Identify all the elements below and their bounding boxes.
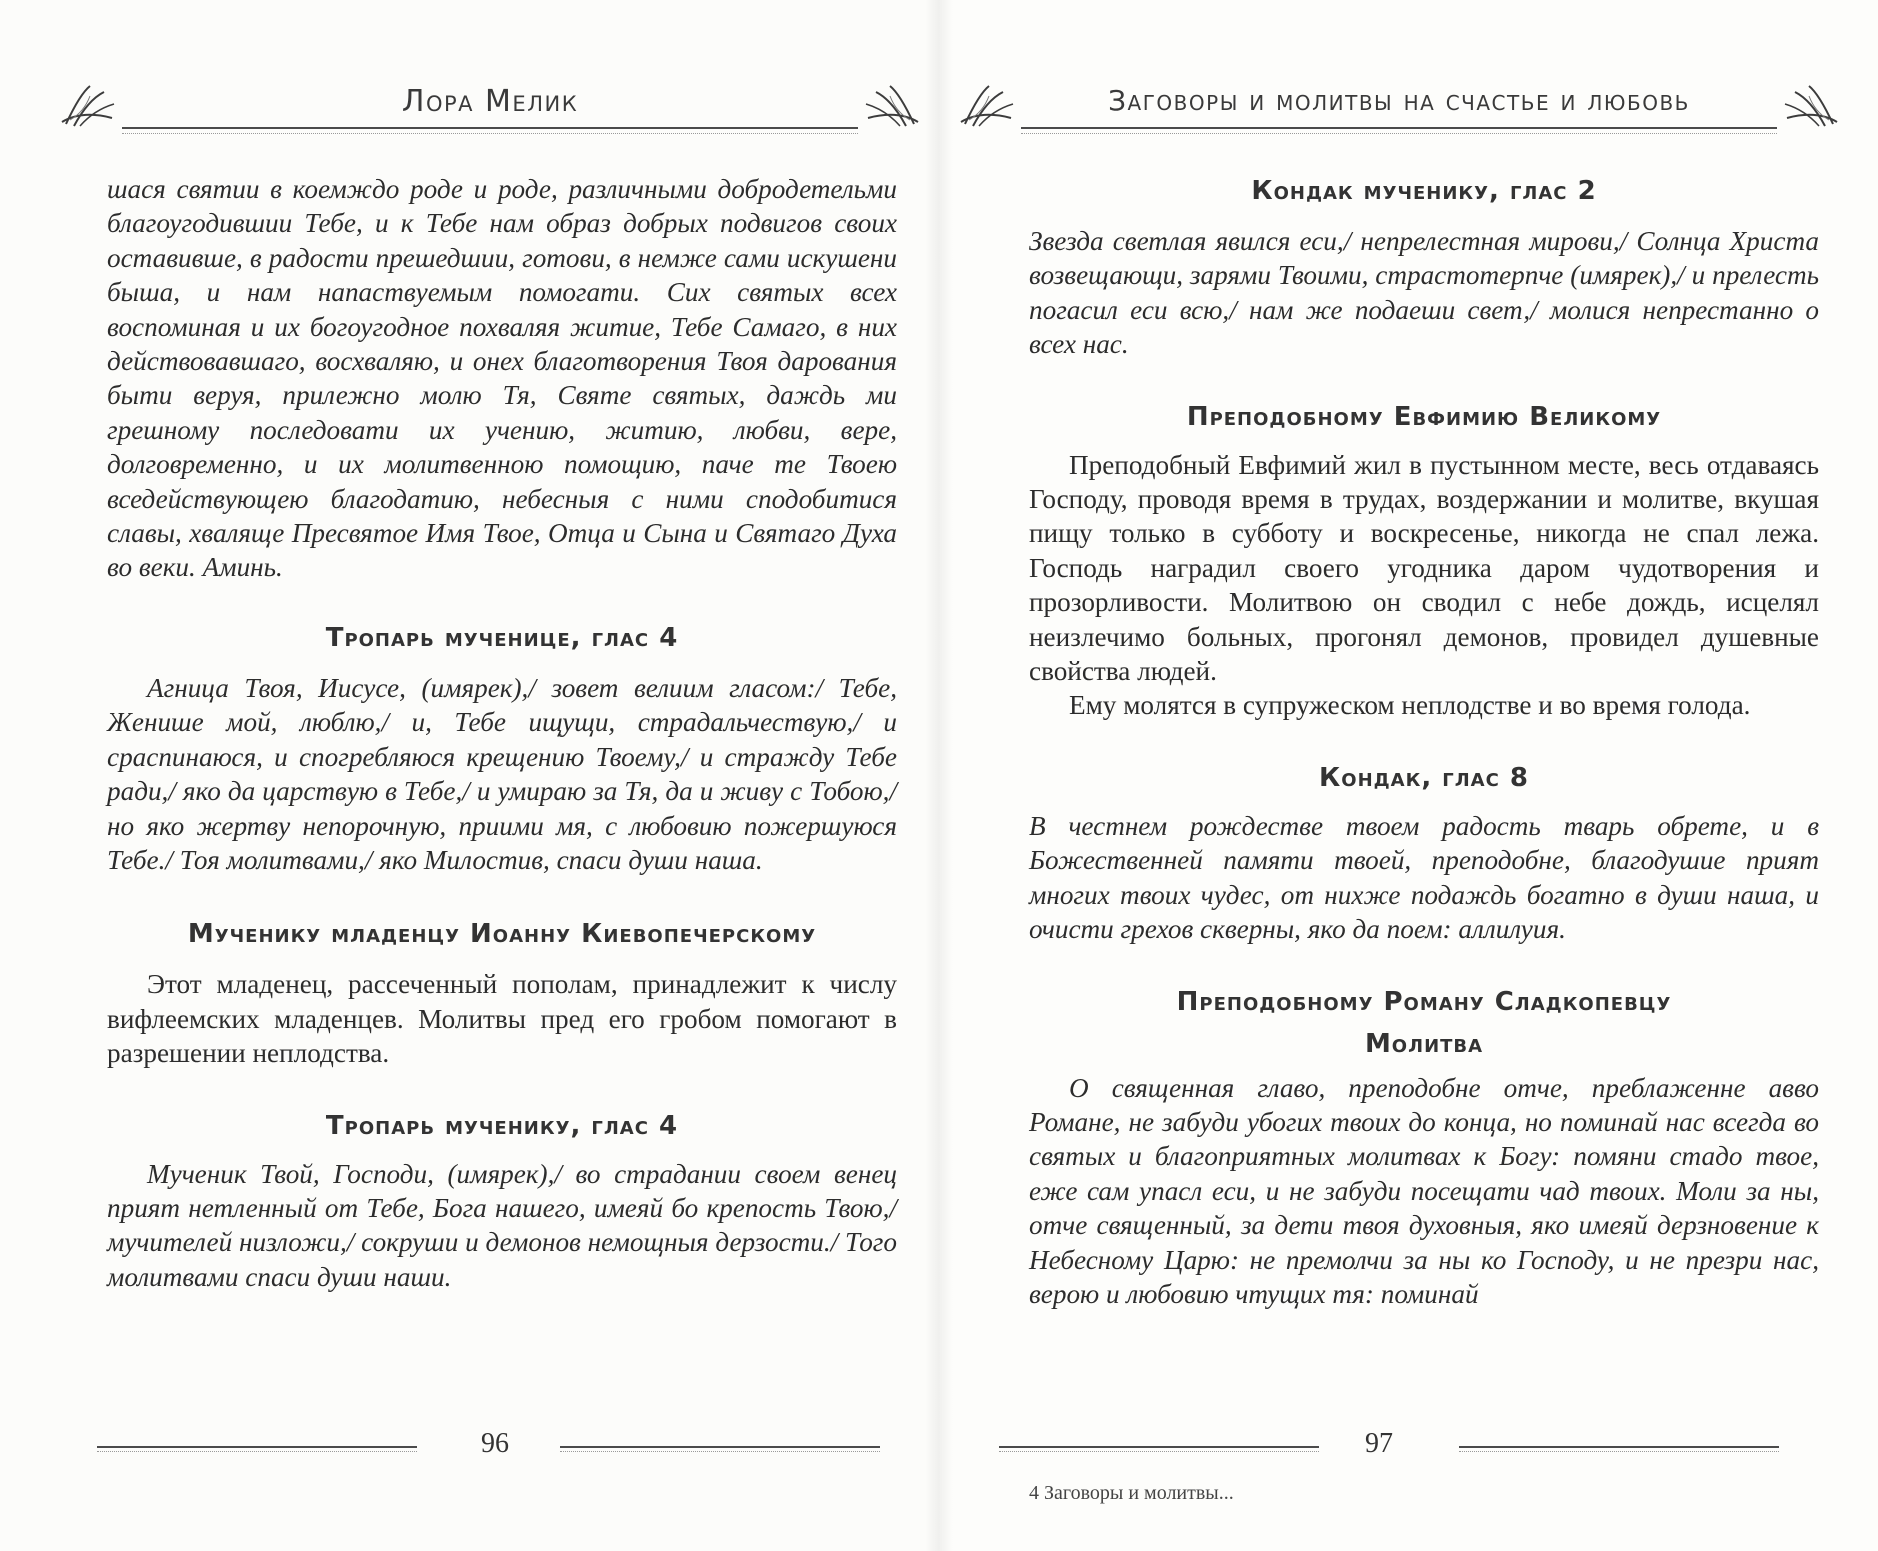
prayer-paragraph: О священная главо, преподобне отче, преблаженне авво Романе, не забуди убогих твоих до конца, но поминай нас всегда во святых и благоприятных молитвах к Богу: помяни стадо твое, еже сам упасл еси, и не забуди посещати чад твоих. Моли за ны, отче священный, за дети твоя духовныя, яко имеяй дерзновение к Небесному Царю: не премолчи за ны ко Господу, и не презри нас, верою и любовию чтущих тя: поминай — [1029, 1072, 1819, 1309]
ornament-icon — [862, 82, 920, 132]
left-text-column — [107, 166, 897, 1294]
left-footer — [0, 1428, 939, 1468]
left-running-header — [60, 78, 920, 138]
footer-rule — [1459, 1446, 1779, 1452]
section-heading: Преподобному Евфимию Великому — [1186, 401, 1662, 432]
ornament-icon — [60, 82, 118, 132]
footer-rule — [97, 1446, 417, 1452]
prayer-paragraph: В честнем рождестве твоем радость тварь обрете, и в Божественней памяти твоей, преподобне, благодушие прият многих твоих чудес, от нихже подаждь богатно в души наша, и очисти грехов скверны, яко да поем: аллилуия. — [1029, 810, 1819, 945]
section-heading: Тропарь мученице, глас 4 — [325, 622, 679, 653]
body-paragraph: Этот младенец, рассеченный пополам, принадлежит к числу вифлеемских младенцев. Молитвы пред его гробом помогают в разрешении неплодства. — [107, 969, 897, 1069]
footer-rule — [560, 1446, 880, 1452]
header-rule — [1021, 127, 1777, 134]
running-head: Заговоры и молитвы на счастье и любовь — [1108, 84, 1690, 117]
section-heading: Мученику младенцу Иоанну Киевопечерскому — [187, 919, 817, 950]
section-heading: Преподобному Роману Сладкопевцу — [1176, 986, 1672, 1017]
prayer-paragraph: Звезда светлая явился еси,/ непрелестная мирови,/ Солнца Христа возвещающи, зарями Твоими, страстотерпче (имярек),/ и прелесть погасил еси всю,/ нам же подаеши свет,/ молися непрестанно о всех нас. — [1029, 226, 1819, 360]
section-heading: Тропарь мученику, глас 4 — [325, 1110, 679, 1141]
section-subheading: Молитва — [1364, 1028, 1484, 1059]
footer-rule — [999, 1446, 1319, 1452]
page-number: 96 — [481, 1428, 509, 1459]
running-head: Лора Мелик — [401, 84, 579, 119]
signature-mark: 4 Заговоры и молитвы... — [1029, 1482, 1234, 1504]
ornament-icon — [1781, 82, 1839, 132]
right-text-column — [1029, 166, 1819, 1311]
prayer-paragraph: шася святии в коемждо роде и роде, различными добродетельми благоугодившии Тебе, и к Тебе нам образ добрых подвигов своих оставивше, в радости прешедшии, готови, в немже сами искушени быша, и нам напаствуемым помогати. Сих святых всех воспоминая и их богоугодное похваляя житие, Тебе Самаго, в них действовавшаго, восхваляю, и онех благотворения Твоя дарования быти веруя, прилежно молю Тя, Святе святых, даждь ми грешному последовати их учению, житию, любви, вере, долговременно, и их молитвенною помощию, паче те Твоею вседействующею благодатию, небесныя с ними сподобитися славы, хваляще Пресвятое Имя Твое, Отца и Сына и Святаго Духа во веки. Аминь. — [107, 174, 897, 583]
prayer-paragraph: Агница Твоя, Иисусе, (имярек),/ зовет велиим гласом:/ Тебе, Женише мой, люблю,/ и, Тебе ищущи, страдальчествую,/ и сраспинаюся, и спогребляюся крещению Твоему,/ и стражду Тебе ради,/ яко да царствую в Тебе,/ и умираю за Тя, да и живу с Тобою,/ но яко жертву непорочную, приими мя, с любовию пожершуюся Тебе./ Тоя молитвами,/ яко Милостив, спаси души наша. — [107, 672, 897, 875]
section-heading: Кондак мученику, глас 2 — [1251, 176, 1597, 206]
spine-gutter — [925, 0, 953, 1551]
ornament-icon — [959, 82, 1017, 132]
header-rule — [122, 127, 858, 134]
body-paragraph: Ему молятся в супружеском неплодстве и во время голода. — [1069, 690, 1751, 721]
prayer-paragraph: Мученик Твой, Господи, (имярек),/ во страдании своем венец прият нетленный от Тебе, Бога нашего, имеяй бо крепость Твою,/ мучителей низложи,/ сокруши и демонов немощныя дерзости./ Того молитвами спаси души наши. — [107, 1158, 897, 1292]
body-paragraph: Преподобный Евфимий жил в пустынном месте, весь отдаваясь Господу, проводя время в трудах, воздержании и молитве, вкушая пищу только в субботу и воскресенье, никогда не спал лежа. Господь наградил своего угодника даром чудотворения и прозорливости. Молитвою он сводил с небе дождь, исцелял неизлечимо больных, прогонял демонов, провидел душевные свойства людей. — [1029, 449, 1819, 687]
page-number: 97 — [1365, 1428, 1393, 1459]
right-footer — [939, 1428, 1878, 1468]
right-running-header — [959, 78, 1839, 138]
section-heading: Кондак, глас 8 — [1319, 762, 1529, 793]
right-page — [939, 0, 1878, 1551]
